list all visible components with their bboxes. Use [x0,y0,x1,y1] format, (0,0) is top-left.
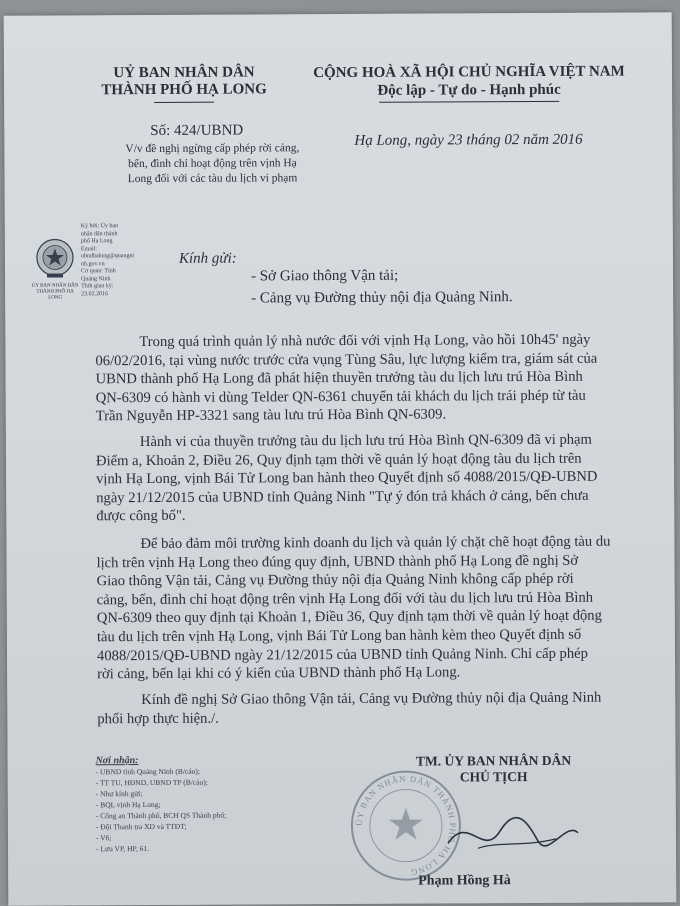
paragraph-line: được công bố". [96,508,186,525]
distribution-list [96,754,357,854]
document-page [4,12,677,905]
signature-line: Cơ quan: Tỉnh [80,268,116,275]
distribution-item: - V6; [95,833,112,843]
distribution-item: - BQL vịnh Hạ Long; [95,799,161,810]
paragraph-line: Trần Nguyễn HP-3321 sang tàu lưu trú Hòa Bình QN-6309. [95,406,447,425]
recipient-line: - Cảng vụ Đường thủy nội địa Quảng Ninh. [251,289,513,307]
body-paragraph-4 [97,688,633,728]
emblem-caption: ỦY BAN NHÂN DÂN THÀNH PHỐ HẠ LONG [31,283,79,301]
paragraph-line: Giao thông Vận tải, Cảng vụ Đường thủy nội địa Quảng Ninh không cấp phép rời [96,570,574,590]
signature-line: 23.02.2016 [81,290,109,297]
document-subject [94,141,330,187]
national-motto: Độc lập - Tự do - Hạnh phúc [377,81,561,99]
subject-line: Long đối với các tàu du lịch vi phạm [127,172,298,186]
distribution-item: - Công an Thành phố, BCH QS Thành phố; [95,810,227,821]
signature-line: Ký bởi: Ủy ban [80,223,119,230]
subject-line: bến, đình chỉ hoạt động trên vịnh Hạ [128,157,297,171]
paragraph-line: ngày 21/12/2015 của UBND tỉnh Quảng Ninh "Tự ý đón trả khách ở cảng, bến chưa [96,487,589,507]
recipient-line: - Sở Giao thông Vận tải; [251,267,399,285]
distribution-item: - Lưu VP, HP, 61. [96,844,149,854]
body-paragraph-1 [95,330,631,426]
distribution-item: - TT TU, HĐND, UBND TP (B/cáo); [95,777,208,788]
paragraph-line: Trong quá trình quản lý nhà nước đối với vịnh Hạ Long, vào hồi 10h45' ngày [139,331,591,351]
paragraph-line: Điểm a, Khoản 2, Điều 26, Quy định tạm thời về quản lý hoạt động tàu du lịch trên [95,450,582,469]
greeting: Kính gửi: [178,250,237,267]
paragraph-line: QN-6309 theo quy định tại Khoản 1, Điều 36, Quy định tạm thời về quản lý hoạt động [96,608,602,627]
paragraph-line: cảng, bến, đình chỉ hoạt động trên vịnh Hạ Long đối với tàu du lịch lưu trú Hòa Bình [96,589,594,609]
signer-name: Phạm Hồng Hà [418,873,511,889]
digital-signature-text [81,223,143,298]
digital-signature-box [31,223,143,312]
national-heading [304,62,634,103]
distribution-item: - UBND tỉnh Quảng Ninh (B/cáo); [95,766,201,777]
paragraph-line: rời cảng, bến lại khi có ý kiến của UBND thành phố Hạ Long. [97,664,461,683]
seal-text: ỦY BAN NHÂN DÂN THÀNH PHỐ HẠ LONG [353,773,458,878]
signature-line: nh.gov.vn [80,260,105,267]
signature-line: Quảng Ninh [81,275,111,282]
subject-line: V/v đề nghị ngừng cấp phép rời cảng, [125,142,300,156]
body-paragraph-3 [96,532,633,684]
signer-on-behalf: TM. ỦY BAN NHÂN DÂN [415,752,572,769]
signature-line: ubndhalong@quangni [80,253,135,260]
paragraph-line: Hành vi của thuyền trưởng tàu du lịch lưu trú Hòa Bình QN-6309 đã vi phạm [139,431,592,451]
paragraph-line: 4088/2015/QĐ-UBND ngày 21/12/2015 của UBND tỉnh Quảng Ninh. Chỉ cấp phép [96,645,588,664]
motto-underline [379,101,559,103]
issuing-authority [64,64,304,103]
nation-name: CỘNG HOÀ XÃ HỘI CHỦ NGHĨA VIỆT NAM [313,63,625,82]
distribution-item: - Đội Thanh tra XD và TTĐT; [95,821,187,832]
paragraph-line: tàu du lịch trên vịnh Hạ Long, vịnh Bái Tử Long ban hành kèm theo Quyết định số [96,626,582,646]
document-number: Số: 424/UBND [150,122,244,139]
signature-line: nhân dân thành [80,230,118,237]
authority-underline [154,102,214,103]
signature-line: Thời gian ký: [81,283,114,290]
place-and-date: Hạ Long, ngày 23 tháng 02 năm 2016 [354,131,583,149]
signature-line: phố Hạ Long [80,238,113,245]
paragraph-line: UBND thành phố Hạ Long đã phát hiện thuyền trưởng tàu du lịch lưu trú Hòa Bình [95,368,583,388]
handwritten-signature-icon [438,803,588,864]
signer-block [388,753,600,786]
distribution-title: Nơi nhận: [95,755,139,767]
signature-line: Email: [80,245,97,252]
body-paragraph-2 [96,430,632,526]
paragraph-line: lịch trên vịnh Hạ Long theo đúng quy định, UBND thành phố Hạ Long đề nghị Sở [96,552,579,571]
authority-line-1: UỶ BAN NHÂN DÂN [113,64,255,82]
distribution-item: - Như kính gửi; [95,789,143,799]
authority-line-2: THÀNH PHỐ HẠ LONG [101,81,267,99]
paragraph-line: 06/02/2016, tại vùng nước trước cửa vụng Tùng Sâu, lực lượng kiểm tra, giám sát của [95,350,598,369]
paragraph-line: QN-6309 có hành vi dùng Telder QN-6361 chuyển tải khách du lịch trái phép từ tàu [95,387,586,407]
signer-title: CHỦ TỊCH [459,769,528,785]
paragraph-line: vịnh Hạ Long, vịnh Bái Tử Long ban hành theo Quyết định số 4088/2015/QĐ-UBND [96,468,598,488]
state-emblem-icon [35,235,75,281]
paragraph-line: phối hợp thực hiện./. [97,710,219,727]
paragraph-line: Kính đề nghị Sở Giao thông Vận tải, Cảng vụ Đường thủy nội địa Quảng Ninh [141,689,602,709]
paragraph-line: Để bảo đảm môi trường kinh doanh du lịch và quản lý chặt chẽ hoạt động tàu du [140,533,611,553]
